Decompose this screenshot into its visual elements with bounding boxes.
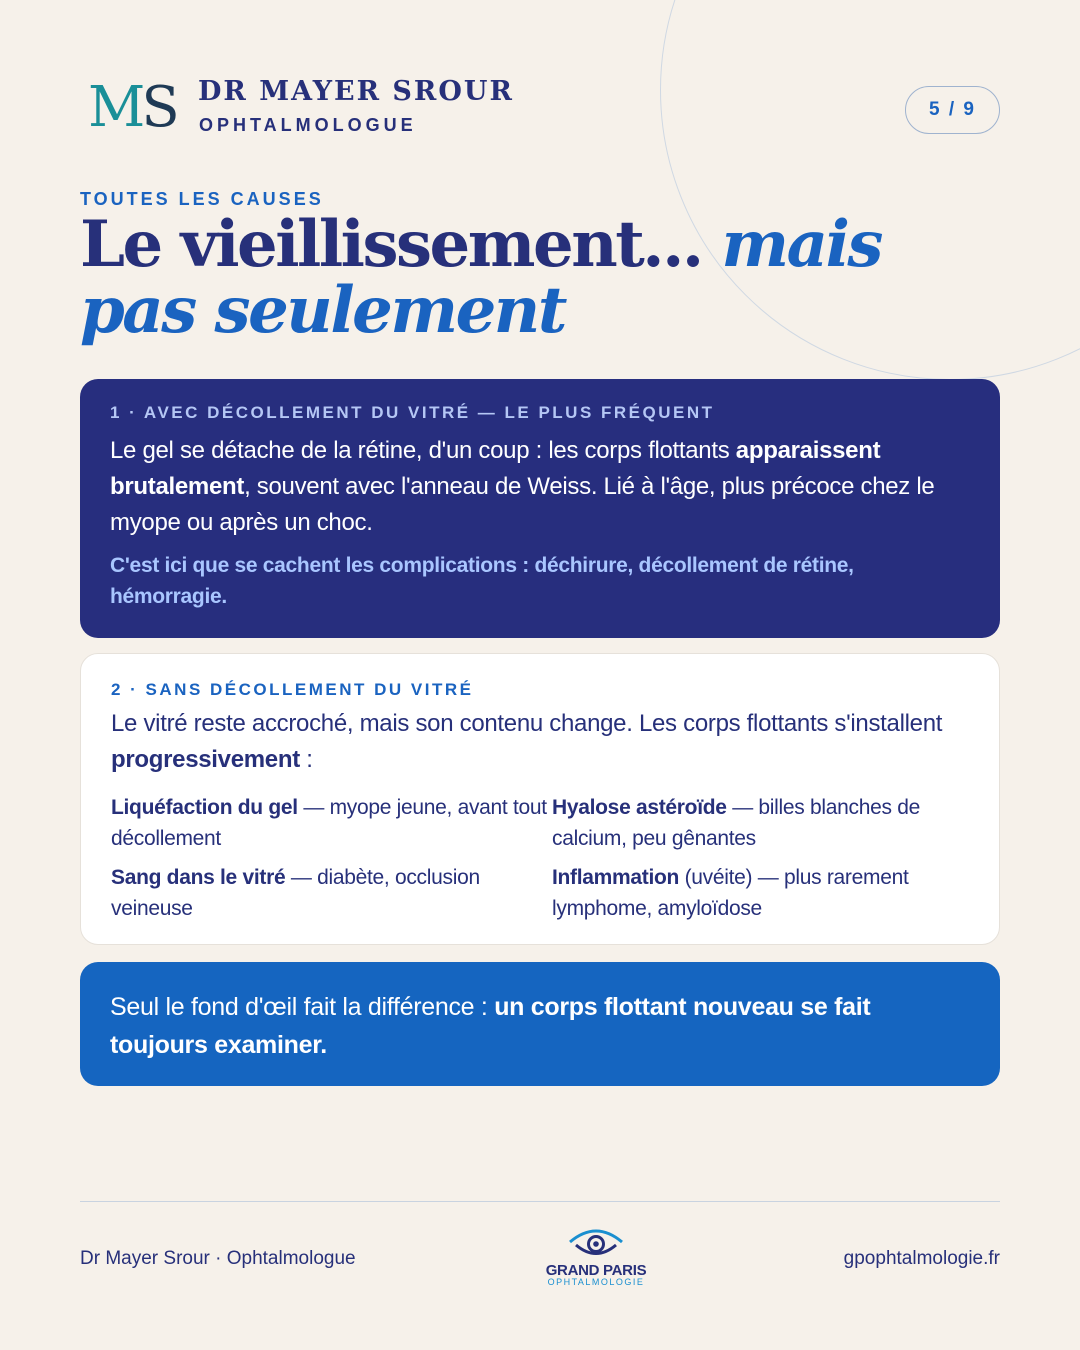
card2-label: 2 · SANS DÉCOLLEMENT DU VITRÉ [111,680,474,699]
footer-website-link[interactable]: gpophtalmologie.fr [843,1248,1000,1269]
card-with-vitreous-detachment [80,379,1000,638]
card1-label: 1 · AVEC DÉCOLLEMENT DU VITRÉ — LE PLUS FRÉQUENT [110,403,715,422]
brand-name: DR MAYER SROUR [198,76,514,107]
page-indicator-badge: 5 / 9 [905,86,1000,134]
causes-grid [111,792,969,924]
card1-complications-note: C'est ici que se cachent les complications : déchirure, décollement de rétine, hémorragie. [110,554,854,608]
card2-text: Le vitré reste accroché, mais son contenu change. Les corps flottants s'installent progressivement : [111,710,943,773]
footer-logo-sub: OPHTALMOLOGIE [547,1277,645,1287]
page-title [80,207,980,348]
list-item: Inflammation (uvéite) — plus rarement lymphome, amyloïdose [552,866,909,920]
eye-icon [566,1226,626,1260]
ms-monogram-logo: MS [88,75,176,140]
card2-bold: progressivement [111,746,300,773]
section-eyebrow: TOUTES LES CAUSES [80,189,324,209]
footer-logo-name: GRAND PARIS [545,1262,647,1279]
footer-author: Dr Mayer Srour · Ophtalmologue [80,1248,356,1269]
card1-text: Le gel se détache de la rétine, d'un coup : les corps flottants apparaissent brutalement, souvent avec l'anneau de Weiss. Lié à l'âge, plus précoce chez le myope ou après un choc. [110,437,935,536]
footer-divider [80,1201,1000,1202]
card-without-vitreous-detachment [80,653,1000,945]
conclusion-text: Seul le fond d'œil fait la différence : un corps flottant nouveau se fait toujours examiner. [110,993,871,1059]
conclusion-card [80,962,1000,1086]
card1-bold: apparaissent brutalement [110,437,881,500]
grand-paris-eye-logo [540,1226,652,1287]
title-emphasis: mais pas seulement [80,207,881,348]
list-item: Liquéfaction du gel — myope jeune, avant tout décollement [111,796,547,850]
list-item: Hyalose astéroïde — billes blanches de calcium, peu gênantes [552,796,920,850]
brand-role: OPHTALMOLOGUE [199,115,417,135]
conclusion-bold: un corps flottant nouveau se fait toujours examiner. [110,993,871,1059]
title-main: Le vieillissement... [80,207,702,282]
list-item: Sang dans le vitré — diabète, occlusion veineuse [111,866,480,920]
